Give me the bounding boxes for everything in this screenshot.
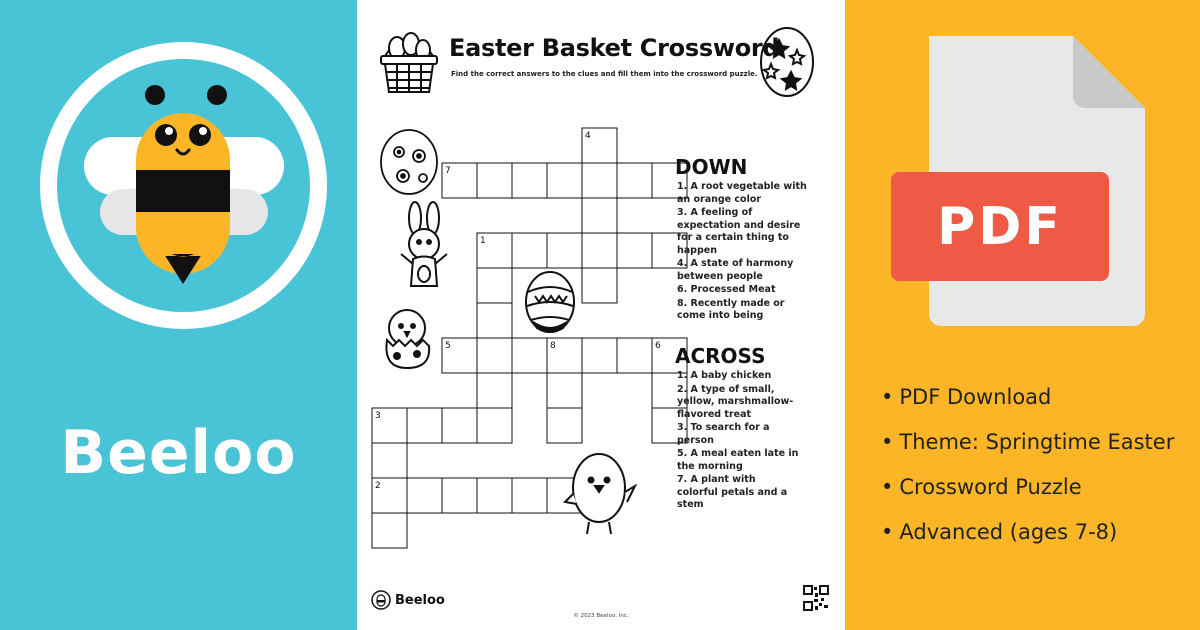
brand-name: Beeloo (60, 418, 297, 488)
crossword-cell (582, 198, 617, 233)
across-clue: 3. To search for a person (677, 422, 770, 446)
across-clues (677, 370, 799, 513)
crossword-cell (512, 478, 547, 513)
crossword-cell (477, 373, 512, 408)
cell-number: 5 (445, 341, 451, 351)
bee-logo-icon (371, 590, 391, 610)
feature-item: • Crossword Puzzle (881, 475, 1174, 520)
crossword-cell (547, 163, 582, 198)
info-panel (845, 0, 1200, 630)
down-clue: 8. Recently made or come into being (677, 297, 785, 321)
cell-number: 4 (585, 131, 591, 141)
crossword-cell (547, 408, 582, 443)
patterned-egg-icon (526, 272, 574, 332)
feature-item: • Theme: Springtime Easter (881, 430, 1174, 475)
footer-logo-text: Beeloo (395, 592, 445, 608)
crossword-cell (617, 163, 652, 198)
feature-list (881, 385, 1174, 565)
crossword-cell (512, 233, 547, 268)
across-heading: ACROSS (675, 344, 766, 368)
down-clue: 3. A feeling of expectation and desire for a certain thing to happen (677, 207, 801, 256)
worksheet-preview (357, 0, 845, 630)
down-clue: 6. Processed Meat (677, 284, 776, 295)
copyright: © 2023 Beeloo, Inc. (573, 613, 629, 619)
down-clues (677, 181, 807, 324)
crossword-cell (512, 163, 547, 198)
worksheet-title: Easter Basket Crossword (449, 34, 780, 62)
crossword-cell (477, 163, 512, 198)
pdf-label: PDF (937, 196, 1063, 257)
feature-item: • PDF Download (881, 385, 1174, 430)
cell-number: 8 (550, 341, 556, 351)
crossword-cell (582, 163, 617, 198)
across-clue: 2. A type of small, yellow, marshmallow-flavored treat (677, 383, 794, 420)
crossword-cell (582, 268, 617, 303)
across-clue: 1. A baby chicken (677, 370, 772, 381)
cell-number: 6 (655, 341, 661, 351)
crossword-cell (477, 338, 512, 373)
crossword-cell (547, 233, 582, 268)
cell-number: 3 (375, 411, 381, 421)
cell-number: 1 (480, 236, 486, 246)
crossword-cell (477, 268, 512, 303)
down-clue: 4. A state of harmony between people (677, 258, 794, 282)
crossword-cell (582, 338, 617, 373)
crossword-cell (372, 513, 407, 548)
qr-code-icon (803, 585, 829, 611)
crossword-cell (547, 373, 582, 408)
bunny-icon (401, 202, 447, 286)
crossword-cell (477, 408, 512, 443)
across-clue: 7. A plant with colorful petals and a stem (677, 474, 788, 510)
crossword-cell (582, 233, 617, 268)
down-clue: 1. A root vegetable with an orange color (677, 181, 807, 205)
cell-number: 7 (445, 166, 451, 176)
crossword-cell (477, 478, 512, 513)
crossword-cell (442, 478, 477, 513)
crossword-cell (407, 478, 442, 513)
hatching-chick-icon (386, 310, 429, 368)
crossword-cell (617, 338, 652, 373)
easter-basket-icon (381, 33, 437, 92)
crossword-cell (512, 338, 547, 373)
crossword-cell (407, 408, 442, 443)
chick-icon (565, 454, 635, 534)
worksheet-instructions: Find the correct answers to the clues and fill them into the crossword puzzle. (451, 70, 758, 78)
bee-mascot-icon (40, 42, 327, 329)
down-heading: DOWN (675, 155, 748, 179)
cell-number: 2 (375, 481, 381, 491)
across-clue: 5. A meal eaten late in the morning (677, 448, 799, 472)
flower-egg-icon (381, 130, 437, 194)
crossword-cell (477, 303, 512, 338)
brand-panel (0, 0, 357, 630)
crossword-cell (372, 443, 407, 478)
footer-logo (371, 590, 445, 610)
crossword-cell (442, 408, 477, 443)
crossword-cell (617, 233, 652, 268)
feature-item: • Advanced (ages 7-8) (881, 520, 1174, 565)
